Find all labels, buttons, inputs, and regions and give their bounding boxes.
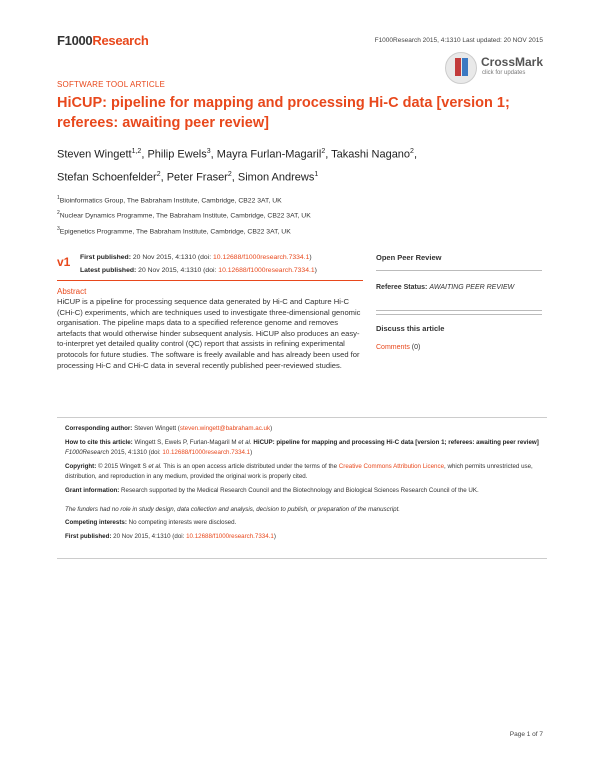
- copyright-label: Copyright:: [65, 463, 97, 470]
- competing-interests: [65, 518, 541, 528]
- author-affil: 1: [314, 170, 319, 178]
- license-link[interactable]: Creative Commons Attribution Licence: [338, 463, 445, 470]
- authors-line-1: [57, 142, 557, 165]
- crossmark-subtitle: click for updates: [482, 70, 526, 76]
- publication-dates: [80, 251, 317, 277]
- paren-close: ): [309, 254, 312, 261]
- abstract-heading: Abstract: [57, 287, 87, 296]
- discuss-heading: Discuss this article: [376, 324, 445, 333]
- referee-status-value: AWAITING PEER REVIEW: [429, 284, 515, 291]
- affiliations: [57, 192, 311, 238]
- affiliation-number: 3: [57, 225, 60, 232]
- crossmark-icon: [445, 52, 477, 84]
- separator: ,: [325, 148, 332, 161]
- grant-information: [65, 486, 541, 496]
- separator: ,: [210, 148, 217, 161]
- paren-close: ): [273, 533, 276, 540]
- cite-title: HiCUP: pipeline for mapping and processing Hi-C data [version 1; referees: awaiting peer review]: [253, 439, 539, 446]
- funders-note: The funders had no role in study design, data collection and analysis, decision to publish, or preparation of the manuscript.: [65, 506, 401, 513]
- email-link[interactable]: steven.wingett@babraham.ac.uk: [179, 425, 271, 432]
- author-name[interactable]: Takashi Nagano: [331, 148, 411, 161]
- paren-close: ): [314, 267, 317, 274]
- corresponding-author: [65, 424, 541, 434]
- abstract-divider: [57, 280, 363, 281]
- first-pub-value: 20 Nov 2015, 4:1310 (doi:: [113, 533, 185, 540]
- author-affil: 2: [227, 170, 232, 178]
- author-affil: 2: [321, 148, 326, 155]
- separator: ,: [413, 148, 418, 161]
- grant-text: Research supported by the Medical Research Council and the Biotechnology and Biological Sciences Research Council of the UK.: [121, 487, 479, 494]
- separator: ,: [141, 148, 148, 161]
- referee-status: [376, 281, 542, 294]
- copyright-text: © 2015 Wingett S: [98, 463, 147, 470]
- latest-published-doi-link[interactable]: 10.12688/f1000research.7334.1: [218, 267, 315, 274]
- separator: ,: [160, 171, 167, 184]
- paren-close: ): [270, 425, 273, 432]
- divider: [376, 314, 542, 315]
- how-to-cite: [65, 438, 541, 457]
- first-published-label: First published:: [80, 254, 131, 261]
- crossmark-button[interactable]: [445, 52, 545, 84]
- competing-text: No competing interests were disclosed.: [128, 519, 237, 526]
- crossmark-title: CrossMark: [481, 55, 544, 69]
- paren-close: ): [250, 448, 253, 456]
- comments-count: (0): [411, 344, 421, 351]
- author-name[interactable]: Simon Andrews: [237, 171, 315, 184]
- latest-published: [80, 264, 317, 277]
- author-affil: 1,2: [131, 148, 142, 155]
- author-name[interactable]: Steven Wingett: [57, 148, 132, 161]
- affiliation-item: [57, 207, 311, 222]
- version-tag: v1: [57, 255, 71, 269]
- affiliation-text: Epigenetics Programme, The Babraham Institute, Cambridge, CB22 3AT, UK: [59, 227, 291, 235]
- header-meta: F1000Research 2015, 4:1310 Last updated: 20 NOV 2015: [374, 37, 543, 44]
- corresponding-label: Corresponding author:: [65, 425, 133, 432]
- affiliation-text: Nuclear Dynamics Programme, The Babraham Institute, Cambridge, CB22 3AT, UK: [59, 212, 311, 220]
- copyright-etal: et al.: [148, 463, 162, 470]
- first-published-doi-link[interactable]: 10.12688/f1000research.7334.1: [213, 254, 310, 261]
- cite-label: How to cite this article:: [65, 439, 133, 446]
- cite-etal: et al.: [238, 439, 252, 446]
- open-peer-review-heading: Open Peer Review: [376, 253, 442, 262]
- article-type: SOFTWARE TOOL ARTICLE: [57, 80, 166, 89]
- first-pub-doi-link[interactable]: 10.12688/f1000research.7334.1: [186, 533, 274, 540]
- divider: [376, 270, 542, 271]
- author-affil: 2: [156, 170, 161, 178]
- cite-doi-link[interactable]: 10.12688/f1000research.7334.1: [162, 448, 251, 456]
- copyright: [65, 462, 541, 481]
- separator: ,: [231, 171, 238, 184]
- author-list: [57, 142, 557, 187]
- first-pub-label: First published:: [65, 533, 112, 540]
- author-name[interactable]: Mayra Furlan-Magaril: [216, 148, 322, 161]
- latest-published-label: Latest published:: [80, 267, 137, 274]
- divider: [376, 310, 542, 311]
- cite-journal: F1000Research: [65, 448, 110, 456]
- abstract-text: HiCUP is a pipeline for processing sequence data generated by Hi-C and Capture Hi-C (CHi-C) experiments, which are techniques used to investigate three-dimensional genomic organisation. The pipeline maps data to a specified reference genome and removes artefacts that would otherwise hinder subsequent analysis. HiCUP also produces an easy-to-interpret yet detailed quality control (QC) report that assists in refining experimental protocols for future studies. The software is freely available and has already been used for processing Hi-C and CHi-C data in several recently published peer-reviewed studies.: [57, 297, 361, 370]
- cite-tail: 2015, 4:1310 (doi:: [110, 448, 161, 456]
- logo-part-f1000: F1000: [57, 33, 93, 48]
- affiliation-item: [57, 223, 311, 238]
- author-affil: 3: [206, 148, 211, 155]
- grant-label: Grant information:: [65, 487, 120, 494]
- first-published-value: 20 Nov 2015, 4:1310 (doi:: [132, 254, 212, 261]
- copyright-text: , which permits unrestricted use, distribution, and reproduction in any medium, provided the original work is properly cited.: [65, 463, 533, 480]
- authors-line-2: [57, 165, 557, 188]
- referee-status-label: Referee Status:: [376, 284, 428, 291]
- author-name[interactable]: Stefan Schoenfelder: [57, 171, 157, 184]
- affiliation-number: 1: [57, 195, 60, 201]
- affiliation-text: Bioinformatics Group, The Babraham Institute, Cambridge, CB22 3AT, UK: [59, 197, 282, 205]
- author-name[interactable]: Philip Ewels: [147, 148, 207, 161]
- competing-label: Competing interests:: [65, 519, 127, 526]
- comments-row: [376, 344, 542, 351]
- first-published-note: [65, 532, 541, 542]
- author-name[interactable]: Peter Fraser: [166, 171, 228, 184]
- author-affil: 2: [410, 148, 414, 155]
- copyright-text: This is an open access article distributed under the terms of the: [163, 463, 338, 470]
- page-number: Page 1 of 7: [509, 731, 543, 738]
- cite-authors: Wingett S, Ewels P, Furlan-Magaril M: [134, 439, 237, 446]
- latest-published-value: 20 Nov 2015, 4:1310 (doi:: [138, 267, 217, 274]
- f1000research-logo[interactable]: [57, 33, 149, 48]
- affiliation-number: 2: [57, 210, 60, 217]
- article-info-box: [57, 417, 547, 559]
- comments-link[interactable]: Comments: [376, 344, 410, 351]
- affiliation-item: [57, 192, 311, 207]
- article-title: HiCUP: pipeline for mapping and processing Hi-C data [version 1; referees: awaiting peer review]: [57, 95, 510, 131]
- corresponding-value: Steven Wingett (: [134, 425, 180, 432]
- logo-part-research: Research: [92, 33, 149, 48]
- first-published: [80, 251, 317, 264]
